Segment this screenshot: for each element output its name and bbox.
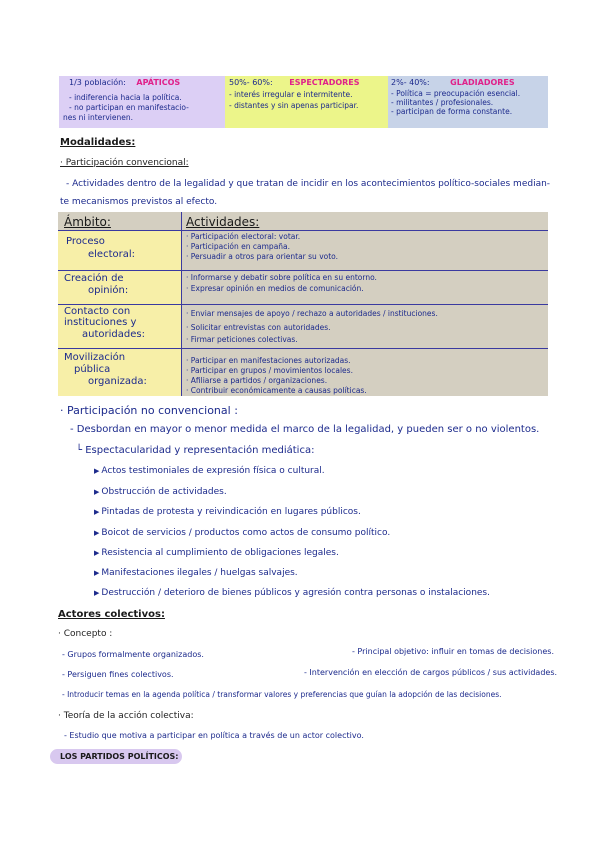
no-convencional-sub: └ Espectacularidad y representación mediática: [76, 445, 315, 456]
ambito-cell: autoridades: [82, 329, 145, 340]
table-divider [58, 304, 548, 305]
ambito-cell: Contacto con [64, 306, 131, 317]
concepto-line: - Intervención en elección de cargos públicos / sus actividades. [304, 668, 558, 677]
partidos-politicos-heading: LOS PARTIDOS POLÍTICOS: [50, 749, 182, 764]
actividad-cell: · Participación en campaña. [186, 242, 291, 251]
actividad-cell: · Informarse y debatir sobre política en su entorno. [186, 273, 377, 282]
actividad-cell: · Participar en grupos / movimientos locales. [186, 366, 353, 375]
convencional-desc-1: - Actividades dentro de la legalidad y que tratan de incidir en los acontecimientos político-sociales median- [66, 179, 551, 189]
triangle-bullet-icon: ▶ [94, 549, 100, 557]
table-row [58, 348, 548, 396]
concepto-line: - Grupos formalmente organizados. [62, 650, 204, 659]
gladiadores-line-1: - Política = preocupación esencial. [391, 89, 521, 98]
actividad-cell: · Enviar mensajes de apoyo / rechazo a autoridades / instituciones. [186, 309, 438, 318]
ambito-cell: organizada: [88, 376, 147, 387]
ambito-cell: Movilización [64, 352, 126, 363]
gladiadores-box [388, 76, 548, 128]
col-ambito-header: Ámbito: [64, 215, 111, 229]
espectadores-line-2: - distantes y sin apenas participar. [229, 101, 359, 110]
gladiadores-percent: 2%- 40%: [391, 78, 430, 87]
list-item: ▶ Resistencia al cumplimiento de obligaciones legales. [94, 548, 339, 558]
gladiadores-line-3: - participan de forma constante. [391, 107, 513, 116]
table-row [58, 230, 548, 270]
table-column-divider [181, 212, 182, 396]
table-divider [58, 348, 548, 349]
actividad-cell: · Firmar peticiones colectivas. [186, 335, 298, 344]
convencional-desc-2: te mecanismos previstos al efecto. [60, 197, 218, 207]
actividad-cell: · Afiliarse a partidos / organizaciones. [186, 376, 328, 385]
ambito-actividades-table [58, 212, 548, 396]
list-item: ▶ Obstrucción de actividades. [94, 487, 227, 497]
ambito-cell: Proceso [66, 236, 105, 247]
triangle-bullet-icon: ▶ [94, 508, 100, 516]
espectadores-line-1: - interés irregular e intermitente. [229, 90, 353, 99]
espectadores-label: ESPECTADORES [289, 78, 360, 87]
triangle-bullet-icon: ▶ [94, 569, 100, 577]
ambito-cell: Creación de [64, 273, 124, 284]
ambito-cell: opinión: [88, 285, 129, 296]
triangle-bullet-icon: ▶ [94, 467, 100, 475]
no-convencional-desc: - Desbordan en mayor o menor medida el marco de la legalidad, y pueden ser o no violentos. [70, 424, 540, 435]
apaticos-label: APÁTICOS [136, 78, 181, 87]
list-item: ▶ Boicot de servicios / productos como actos de consumo político. [94, 528, 391, 538]
gladiadores-label: GLADIADORES [450, 78, 515, 87]
concepto-heading: · Concepto : [58, 629, 113, 639]
apaticos-line-2: - no participan en manifestacio- [69, 103, 189, 112]
list-item: ▶ Pintadas de protesta y reivindicación en lugares públicos. [94, 507, 361, 517]
actividad-cell: · Participar en manifestaciones autorizadas. [186, 356, 351, 365]
triangle-bullet-icon: ▶ [94, 488, 100, 496]
apaticos-line-1: - indiferencia hacia la política. [69, 93, 182, 102]
ambito-cell: instituciones y [64, 317, 137, 328]
teoria-heading: · Teoría de la acción colectiva: [58, 711, 194, 721]
actividad-cell: · Participación electoral: votar. [186, 232, 301, 241]
triangle-bullet-icon: ▶ [94, 529, 100, 537]
table-row [58, 270, 548, 304]
actores-heading: Actores colectivos: [58, 609, 165, 620]
concepto-line: - Persiguen fines colectivos. [62, 670, 174, 679]
actividad-cell: · Contribuir económicamente a causas políticas. [186, 386, 367, 395]
col-actividades-header: Actividades: [186, 215, 260, 229]
actividad-cell: · Persuadir a otros para orientar su voto. [186, 252, 338, 261]
actividad-cell: · Expresar opinión en medios de comunicación. [186, 284, 364, 293]
apaticos-percent: 1/3 población: [69, 78, 126, 87]
list-item: ▶ Manifestaciones ilegales / huelgas salvajes. [94, 568, 298, 578]
list-item: ▶ Destrucción / deterioro de bienes públicos y agresión contra personas o instalaciones. [94, 588, 490, 598]
table-divider [58, 270, 548, 271]
convencional-heading: · Participación convencional: [60, 158, 189, 168]
espectadores-box [225, 76, 388, 128]
concepto-line: - Principal objetivo: influir en tomas de decisiones. [352, 647, 554, 656]
triangle-bullet-icon: ▶ [94, 589, 100, 597]
espectadores-percent: 50%- 60%: [229, 78, 273, 87]
teoria-desc: - Estudio que motiva a participar en política a través de un actor colectivo. [64, 731, 364, 740]
table-divider [58, 230, 548, 231]
table-row [58, 304, 548, 348]
no-convencional-heading: · Participación no convencional : [60, 404, 238, 417]
apaticos-line-3: nes ni intervienen. [63, 113, 133, 122]
list-item: ▶ Actos testimoniales de expresión física o cultural. [94, 466, 325, 476]
apaticos-box [59, 76, 225, 128]
ambito-cell: electoral: [88, 249, 136, 260]
gladiadores-line-2: - militantes / profesionales. [391, 98, 494, 107]
concepto-line: - Introducir temas en la agenda política / transformar valores y preferencias que guían la adopción de las decisiones. [62, 690, 502, 699]
actividad-cell: · Solicitar entrevistas con autoridades. [186, 323, 331, 332]
ambito-cell: pública [74, 364, 111, 375]
modalidades-heading: Modalidades: [60, 137, 136, 148]
table-header-row [58, 212, 548, 230]
